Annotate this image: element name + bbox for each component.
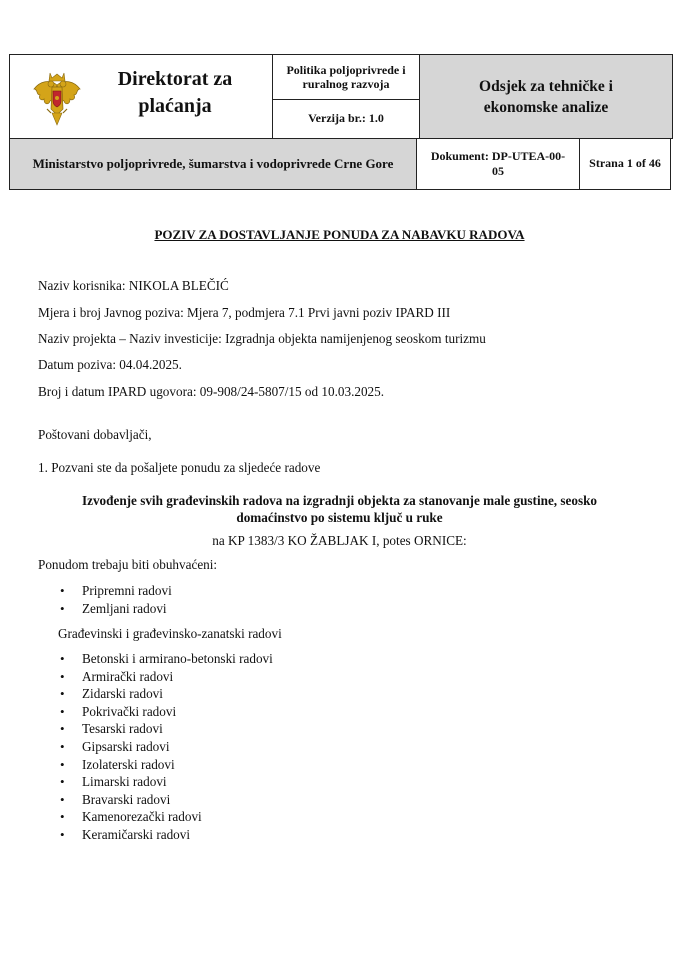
list-item: • Pokrivački radovi (58, 703, 273, 721)
list-item: • Limarski radovi (58, 773, 273, 791)
list-item: • Keramičarski radovi (58, 826, 273, 844)
includes-line: Ponudom trebaju biti obuhvaćeni: (38, 557, 218, 572)
agency-cell (10, 55, 273, 139)
list-item: • Betonski i armirano-betonski radovi (58, 650, 273, 668)
info-line-date: Datum poziva: 04.04.2025. (38, 357, 182, 372)
subheading: Građevinski i građevinsko-zanatski radovi (58, 626, 282, 641)
list-item: • Armirački radovi (58, 668, 273, 686)
list-item: • Gipsarski radovi (58, 738, 273, 756)
list-item: • Izolaterski radovi (58, 756, 273, 774)
page-number-cell: Strana 1 of 46 (580, 138, 671, 189)
greeting: Poštovani dobavljači, (38, 427, 152, 442)
work-list-1 (58, 582, 172, 617)
department-label: Odsjek za tehničke i ekonomske analize (479, 77, 613, 116)
list-item: • Zidarski radovi (58, 685, 273, 703)
document-id-cell: Dokument: DP-UTEA-00-05 (417, 138, 580, 189)
info-line-contract: Broj i datum IPARD ugovora: 09-908/24-5807/15 od 10.03.2025. (38, 384, 385, 399)
agency-title: Direktorat za plaćanja (117, 68, 233, 117)
works-title-line1: Izvođenje svih građevinskih radova na izgradnji objekta za stanovanje male gustine, seosko (81, 493, 598, 508)
location-line: na KP 1383/3 KO ŽABLJAK I, potes ORNICE: (212, 533, 467, 548)
info-line-measure: Mjera i broj Javnog poziva: Mjera 7, podmjera 7.1 Prvi javni poziv IPARD III (38, 305, 451, 320)
item-1: 1. Pozvani ste da pošaljete ponudu za sljedeće radove (38, 460, 321, 475)
ministry-cell: Ministarstvo poljoprivrede, šumarstva i vodoprivrede Crne Gore (10, 138, 417, 189)
list-item: • Bravarski radovi (58, 791, 273, 809)
info-line-beneficiary: Naziv korisnika: NIKOLA BLEČIĆ (38, 278, 229, 293)
coat-of-arms-icon (32, 69, 82, 129)
list-item: • Tesarski radovi (58, 720, 273, 738)
works-title-line2: domaćinstvo po sistemu ključ u ruke (236, 510, 443, 525)
list-item: • Kamenorezački radovi (58, 808, 273, 826)
policy-cell: Politika poljoprivrede i ruralnog razvoja (273, 55, 420, 100)
list-item: • Zemljani radovi (58, 600, 172, 618)
department-cell (420, 55, 673, 139)
version-cell: Verzija br.: 1.0 (273, 99, 420, 138)
work-list-2 (58, 650, 273, 844)
document-title: POZIV ZA DOSTAVLJANJE PONUDA ZA NABAVKU RADOVA (154, 227, 525, 242)
info-line-project: Naziv projekta – Naziv investicije: Izgradnja objekta namijenjenog seoskom turizmu (38, 331, 486, 346)
list-item: • Pripremni radovi (58, 582, 172, 600)
document-header (9, 54, 671, 192)
